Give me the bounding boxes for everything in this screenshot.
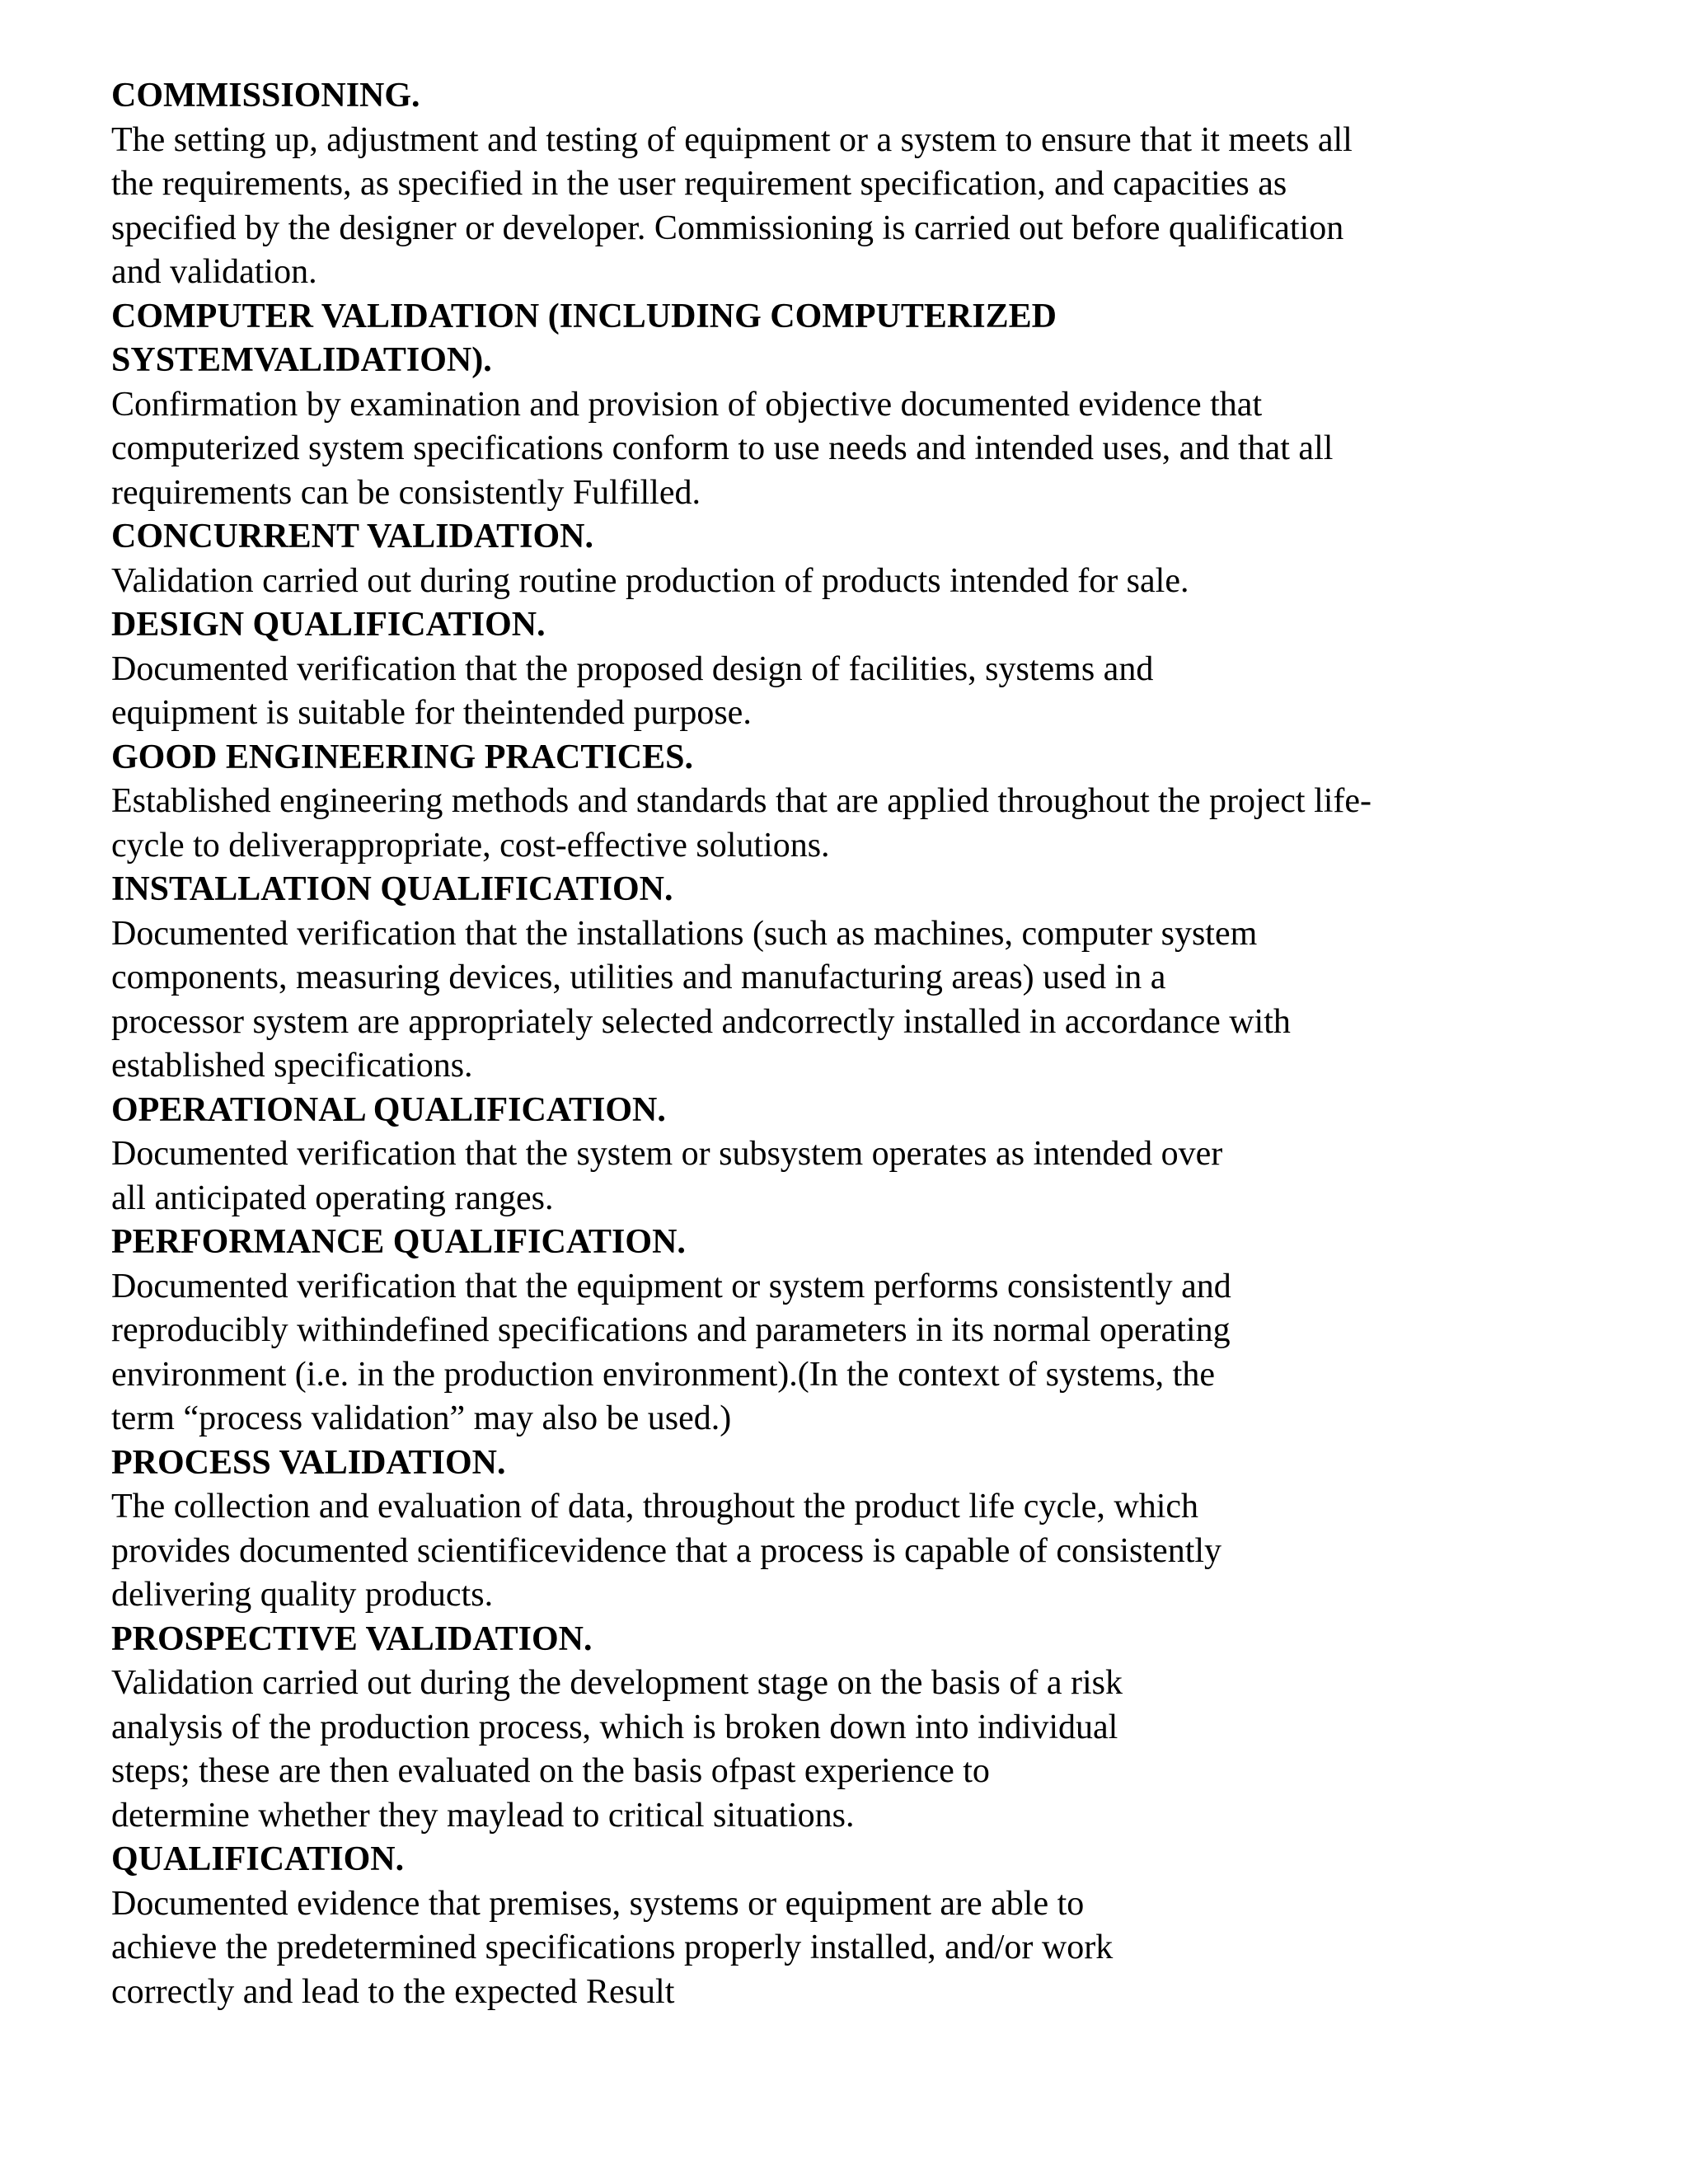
definition-line: equipment is suitable for theintended purpose. — [111, 694, 752, 732]
glossary-entry-installation-qualification — [111, 868, 1595, 1089]
definition-line: achieve the predetermined specifications properly installed, and/or work — [111, 1929, 1114, 1966]
definition-line: the requirements, as specified in the user requirement specification, and capacities as — [111, 165, 1287, 203]
document-page — [111, 74, 1595, 2014]
definition-line: computerized system specifications conform to use needs and intended uses, and that all — [111, 429, 1334, 467]
definition-line: Documented verification that the equipment or system performs consistently and — [111, 1267, 1231, 1305]
definition-line: delivering quality products. — [111, 1576, 494, 1614]
definition-line: Documented verification that the system or subsystem operates as intended over — [111, 1135, 1223, 1173]
term-heading: CONCURRENT VALIDATION. — [111, 518, 594, 555]
definition-line: cycle to deliverappropriate, cost-effective solutions. — [111, 826, 830, 865]
term-heading: COMMISSIONING. — [111, 77, 420, 115]
definition-line: analysis of the production process, which is broken down into individual — [111, 1708, 1118, 1746]
glossary-entry-operational-qualification — [111, 1089, 1595, 1221]
glossary-entry-commissioning — [111, 74, 1595, 295]
term-heading: COMPUTER VALIDATION (INCLUDING COMPUTERIZED — [111, 297, 1057, 335]
glossary-entry-prospective-validation — [111, 1618, 1595, 1839]
definition-line: The setting up, adjustment and testing of equipment or a system to ensure that it meets all — [111, 120, 1353, 159]
term-heading: GOOD ENGINEERING PRACTICES. — [111, 738, 693, 776]
definition-line: Established engineering methods and standards that are applied throughout the project life- — [111, 782, 1372, 820]
definition-line: Validation carried out during routine production of products intended for sale. — [111, 561, 1189, 600]
definition-line: Validation carried out during the development stage on the basis of a risk — [111, 1664, 1123, 1702]
definition-line: and validation. — [111, 253, 317, 291]
definition-line: Documented verification that the installations (such as machines, computer system — [111, 914, 1258, 953]
glossary-entry-process-validation — [111, 1441, 1595, 1618]
definition-line: requirements can be consistently Fulfilled. — [111, 473, 701, 512]
definition-line: all anticipated operating ranges. — [111, 1179, 554, 1217]
definition-line: reproducibly withindefined specifications and parameters in its normal operating — [111, 1311, 1231, 1349]
definition-line: established specifications. — [111, 1047, 473, 1085]
term-heading: DESIGN QUALIFICATION. — [111, 606, 546, 644]
definition-line: environment (i.e. in the production environment).(In the context of systems, the — [111, 1355, 1215, 1394]
term-heading: PROSPECTIVE VALIDATION. — [111, 1619, 593, 1658]
term-heading: PROCESS VALIDATION. — [111, 1443, 506, 1482]
definition-line: Confirmation by examination and provision of objective documented evidence that — [111, 385, 1263, 424]
definition-line: The collection and evaluation of data, throughout the product life cycle, which — [111, 1488, 1199, 1526]
definition-line: Documented evidence that premises, systems or equipment are able to — [111, 1884, 1085, 1923]
definition-line: steps; these are then evaluated on the basis ofpast experience to — [111, 1752, 990, 1790]
term-heading: OPERATIONAL QUALIFICATION. — [111, 1090, 666, 1129]
definition-line: Documented verification that the proposed design of facilities, systems and — [111, 649, 1154, 688]
glossary-entry-good-engineering-practices — [111, 736, 1595, 869]
definition-line: specified by the designer or developer. Commissioning is carried out before qualification — [111, 209, 1344, 247]
glossary-entry-design-qualification — [111, 603, 1595, 736]
definition-line: provides documented scientificevidence that a process is capable of consistently — [111, 1531, 1222, 1570]
definition-line: components, measuring devices, utilities and manufacturing areas) used in a — [111, 958, 1166, 996]
glossary-entry-qualification — [111, 1838, 1595, 2014]
glossary-entry-performance-qualification — [111, 1221, 1595, 1441]
glossary-entry-concurrent-validation — [111, 515, 1595, 603]
term-heading: INSTALLATION QUALIFICATION. — [111, 870, 673, 908]
term-heading: QUALIFICATION. — [111, 1840, 405, 1878]
definition-line: determine whether they maylead to critical situations. — [111, 1796, 855, 1835]
definition-line: correctly and lead to the expected Result — [111, 1972, 675, 2011]
term-heading: SYSTEMVALIDATION). — [111, 341, 492, 379]
glossary-entry-computer-validation — [111, 295, 1595, 516]
term-heading: PERFORMANCE QUALIFICATION. — [111, 1223, 686, 1261]
definition-line: processor system are appropriately selected andcorrectly installed in accordance with — [111, 1002, 1291, 1041]
definition-line: term “process validation” may also be used.) — [111, 1399, 732, 1437]
